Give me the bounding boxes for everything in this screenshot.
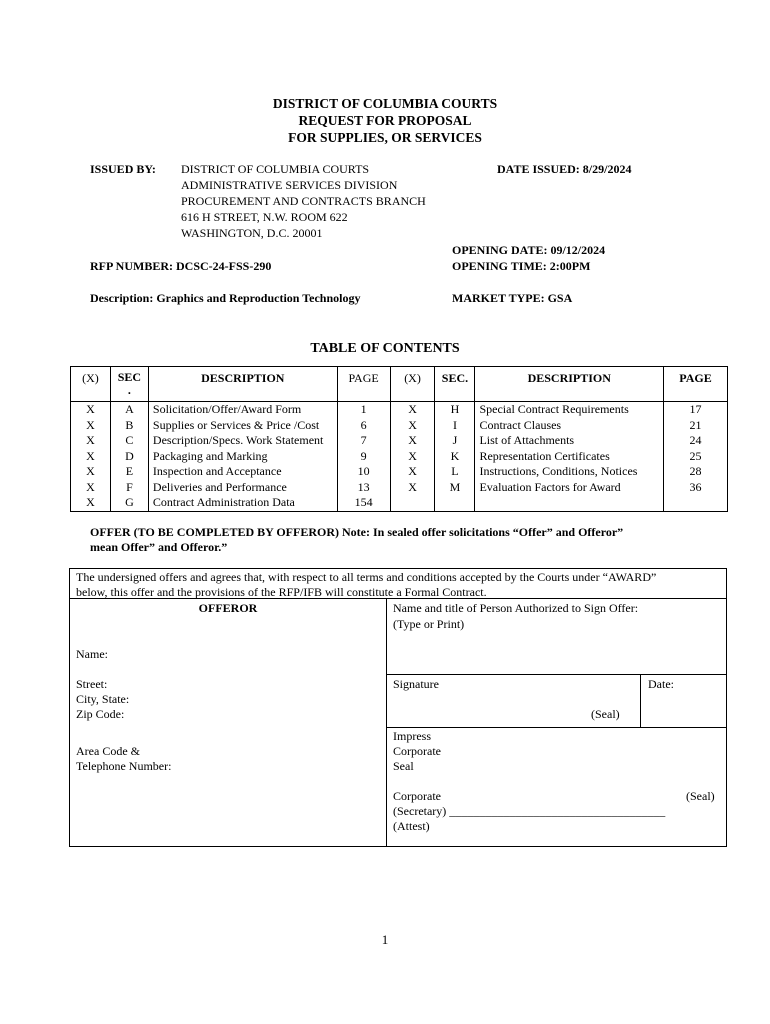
- toc-desc2: Contract Clauses: [475, 418, 664, 434]
- offer-note-line-1: OFFER (TO BE COMPLETED BY OFFEROR) Note: In sealed offer solicitations “Offer” and Offeror”: [90, 525, 624, 539]
- offeror-heading: OFFEROR: [198, 601, 258, 615]
- toc-sec1: A: [110, 402, 148, 418]
- toc-x2: X: [390, 402, 435, 418]
- toc-x1: X: [71, 464, 111, 480]
- toc-x2: [390, 495, 435, 511]
- toc-sec1: G: [110, 495, 148, 511]
- box-divider-impress: [387, 727, 727, 728]
- toc-sec2: J: [435, 433, 475, 449]
- corporate-secretary-label: Corporate: [393, 789, 441, 803]
- issued-by-label: ISSUED BY:: [90, 162, 156, 176]
- toc-page2: 36: [664, 480, 728, 496]
- toc-x2: X: [390, 433, 435, 449]
- toc-header-page1: PAGE: [337, 367, 390, 402]
- authorized-person-label: Name and title of Person Authorized to Sign Offer:: [393, 601, 639, 615]
- toc-table: [70, 366, 728, 512]
- header-line-1: DISTRICT OF COLUMBIA COURTS: [272, 96, 498, 111]
- toc-desc1: Deliveries and Performance: [148, 480, 337, 496]
- toc-row: [71, 480, 728, 496]
- toc-x1: X: [71, 449, 111, 465]
- document-header: [0, 95, 770, 146]
- toc-header-x2: (X): [390, 367, 435, 402]
- box-divider-date: [640, 674, 641, 727]
- toc-x2: X: [390, 464, 435, 480]
- box-divider-signature: [387, 674, 727, 675]
- toc-x1: X: [71, 433, 111, 449]
- rfp-number: RFP NUMBER: DCSC-24-FSS-290: [90, 259, 272, 273]
- toc-x1: X: [71, 402, 111, 418]
- box-divider-vertical: [386, 598, 387, 847]
- toc-header-x1: (X): [71, 367, 111, 402]
- toc-desc1: Inspection and Acceptance: [148, 464, 337, 480]
- toc-sec2: [435, 495, 475, 511]
- offer-note-line-2: mean Offer” and Offeror.”: [90, 540, 228, 554]
- toc-page1: 1: [337, 402, 390, 418]
- toc-desc1: Solicitation/Offer/Award Form: [148, 402, 337, 418]
- toc-header-desc2: DESCRIPTION: [475, 367, 664, 402]
- toc-x2: X: [390, 480, 435, 496]
- toc-sec1: F: [110, 480, 148, 496]
- toc-desc2: Special Contract Requirements: [475, 402, 664, 418]
- toc-x2: X: [390, 449, 435, 465]
- toc-sec1: B: [110, 418, 148, 434]
- toc-sec2: L: [435, 464, 475, 480]
- toc-desc1: Description/Specs. Work Statement: [148, 433, 337, 449]
- toc-title: TABLE OF CONTENTS: [310, 341, 460, 356]
- toc-desc1: Packaging and Marking: [148, 449, 337, 465]
- offeror-telephone-label: Telephone Number:: [76, 759, 172, 773]
- secretary-signature-line: (Secretary) ____________________________________: [393, 804, 666, 818]
- toc-x1: X: [71, 495, 111, 511]
- toc-header-desc1: DESCRIPTION: [148, 367, 337, 402]
- toc-desc1: Contract Administration Data: [148, 495, 337, 511]
- toc-page1: 10: [337, 464, 390, 480]
- attest-label: (Attest): [393, 819, 430, 833]
- header-line-3: FOR SUPPLIES, OR SERVICES: [288, 130, 482, 145]
- offer-intro-line-1: The undersigned offers and agrees that, with respect to all terms and conditions accepted by the Courts under “AWARD”: [76, 570, 657, 584]
- toc-page1: 7: [337, 433, 390, 449]
- date-label: Date:: [648, 677, 674, 691]
- signature-seal-label: (Seal): [591, 707, 620, 721]
- toc-page1: 154: [337, 495, 390, 511]
- signature-label: Signature: [393, 677, 439, 691]
- offeror-street-label: Street:: [76, 677, 108, 691]
- toc-page1: 13: [337, 480, 390, 496]
- market-type: MARKET TYPE: GSA: [452, 291, 573, 305]
- toc-page2: 25: [664, 449, 728, 465]
- issuer-address-line-4: 616 H STREET, N.W. ROOM 622: [181, 210, 348, 224]
- toc-x1: X: [71, 480, 111, 496]
- toc-desc2: Representation Certificates: [475, 449, 664, 465]
- corporate-label: Corporate: [393, 744, 441, 758]
- offeror-city-label: City, State:: [76, 692, 130, 706]
- toc-header-row: [71, 367, 728, 402]
- toc-page2: 17: [664, 402, 728, 418]
- toc-row: [71, 402, 728, 418]
- offer-intro-line-2: below, this offer and the provisions of the RFP/IFB will constitute a Formal Contract.: [76, 585, 487, 599]
- toc-header-sec2: SEC.: [435, 367, 475, 402]
- impress-label: Impress: [393, 729, 431, 743]
- seal-label: Seal: [393, 759, 414, 773]
- toc-page1: 9: [337, 449, 390, 465]
- toc-row: [71, 418, 728, 434]
- toc-sec1: C: [110, 433, 148, 449]
- toc-x2: X: [390, 418, 435, 434]
- date-issued: DATE ISSUED: 8/29/2024: [497, 162, 632, 176]
- toc-sec2: H: [435, 402, 475, 418]
- toc-desc2: List of Attachments: [475, 433, 664, 449]
- offeror-zip-label: Zip Code:: [76, 707, 125, 721]
- toc-sec2: M: [435, 480, 475, 496]
- rfp-description: Description: Graphics and Reproduction Technology: [90, 291, 361, 305]
- toc-x1: X: [71, 418, 111, 434]
- issuer-address-line-1: DISTRICT OF COLUMBIA COURTS: [181, 162, 370, 176]
- toc-desc2: Instructions, Conditions, Notices: [475, 464, 664, 480]
- corporate-seal-label: (Seal): [686, 789, 715, 803]
- toc-sec1: E: [110, 464, 148, 480]
- offeror-area-code-label: Area Code &: [76, 744, 140, 758]
- issuer-address-line-2: ADMINISTRATIVE SERVICES DIVISION: [181, 178, 398, 192]
- toc-desc2: [475, 495, 664, 511]
- toc-row: [71, 433, 728, 449]
- toc-row: [71, 464, 728, 480]
- toc-page2: 28: [664, 464, 728, 480]
- issuer-address-line-5: WASHINGTON, D.C. 20001: [181, 226, 323, 240]
- toc-header-sec1: [110, 367, 148, 402]
- opening-time: OPENING TIME: 2:00PM: [452, 259, 591, 273]
- toc-sec2: K: [435, 449, 475, 465]
- toc-sec1: D: [110, 449, 148, 465]
- opening-date: OPENING DATE: 09/12/2024: [452, 243, 606, 257]
- toc-page1: 6: [337, 418, 390, 434]
- toc-header-sec1-text: SEC: [117, 370, 142, 384]
- authorized-person-hint: (Type or Print): [393, 617, 465, 631]
- toc-sec2: I: [435, 418, 475, 434]
- toc-page2: [664, 495, 728, 511]
- page-number: 1: [381, 932, 389, 947]
- toc-desc2: Evaluation Factors for Award: [475, 480, 664, 496]
- toc-page2: 24: [664, 433, 728, 449]
- toc-page2: 21: [664, 418, 728, 434]
- toc-header-page2: PAGE: [664, 367, 728, 402]
- issuer-address-line-3: PROCUREMENT AND CONTRACTS BRANCH: [181, 194, 426, 208]
- toc-row: [71, 495, 728, 511]
- header-line-2: REQUEST FOR PROPOSAL: [298, 113, 472, 128]
- toc-row: [71, 449, 728, 465]
- toc-header-sec1-dot: .: [127, 383, 131, 397]
- offeror-name-label: Name:: [76, 647, 108, 661]
- toc-desc1: Supplies or Services & Price /Cost: [148, 418, 337, 434]
